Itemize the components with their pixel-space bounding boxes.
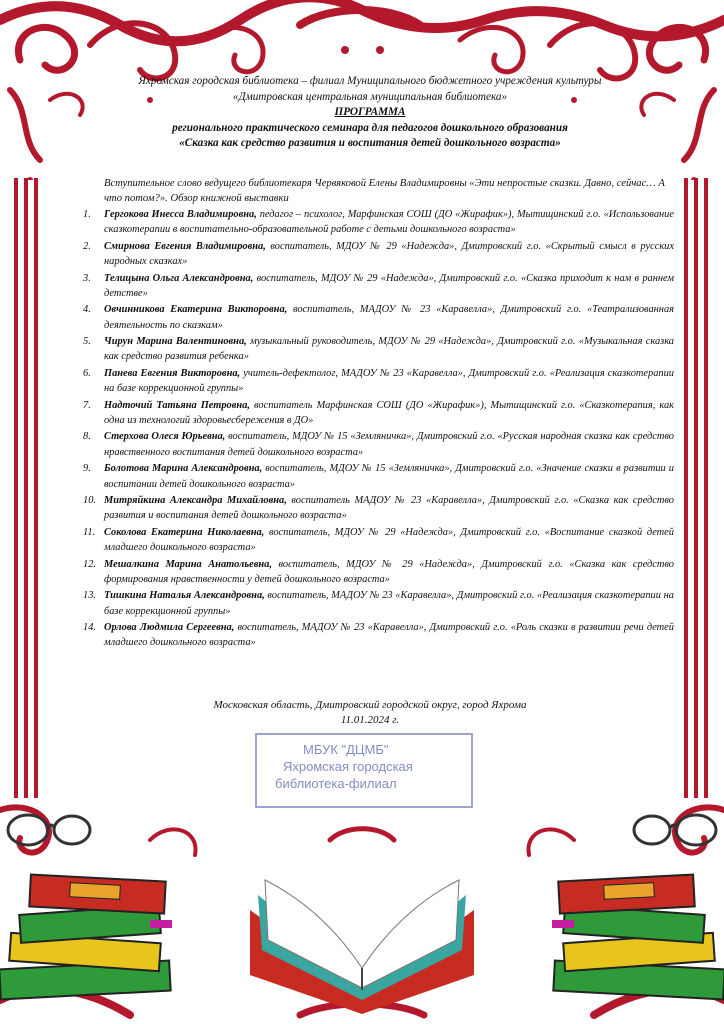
- speaker-name: Болотова Марина Александровна,: [104, 463, 263, 475]
- library-name: Яхромская городская библиотека – филиал Муниципального бюджетного учреждения культуры: [138, 75, 602, 87]
- footer: [90, 698, 650, 728]
- speaker-details: воспитатель, МАДОУ № 23 «Каравелла», Дмитровский г.о. «Роль сказки в развитии речи детей младшего дошкольного возраста»: [104, 622, 674, 649]
- speaker-name: Овчинникова Екатерина Викторовна,: [104, 304, 288, 316]
- speaker-details: воспитатель Марфинская СОШ (ДО «Жирафик»), Мытищинский г.о. «Сказкотерапия, как одна из технологий здоровьесбережения в ДО»: [104, 399, 674, 426]
- speaker-details: учитель-дефектолог, МАДОУ № 23 «Каравелла», Дмитровский г.о. «Реализация сказкотерапии на базе коррекционной группы»: [104, 367, 674, 395]
- item-number: 5.: [83, 336, 91, 348]
- speaker-name: Чирун Марина Валентиновна,: [104, 336, 247, 348]
- item-number: 1.: [83, 209, 91, 220]
- speaker-details: педагог – психолог, Марфинская СОШ (ДО «Жирафик»), Мытищинский г.о. «Использование сказкотерапии в воспитательно-образовательной работе с детьми дошкольного возраста»: [104, 209, 674, 236]
- item-number: 12.: [83, 558, 96, 570]
- speaker-details: воспитатель, МДОУ № 29 «Надежда», Дмитровский г.о. «Сказка как средство формирования нравственности у детей дошкольного возраста»: [104, 558, 674, 585]
- item-number: 13.: [83, 590, 96, 602]
- speaker-details: воспитатель МАДОУ № 23 «Каравелла», Дмитровский г.о. «Сказка как средство развития и воспитания детей дошкольного возраста»: [104, 495, 674, 522]
- list-item: [83, 398, 674, 429]
- speaker-name: Гергокова Инесса Владимировна,: [104, 209, 257, 220]
- speaker-details: воспитатель, МДОУ № 15 «Земляничка», Дмитровский г.о. «Русская народная сказка как средство нравственного воспитания детей дошкольного возраста»: [104, 431, 674, 458]
- speaker-details: воспитатель, МДОУ № 15 «Земляничка», Дмитровский г.о. «Значение сказки в развитии и воспитании детей дошкольного возраста»: [104, 463, 675, 490]
- seminar-description: регионального практического семинара для педагогов дошкольного образования: [172, 121, 568, 134]
- list-item: [83, 588, 674, 619]
- speaker-name: Тишкина Наталья Александровна,: [104, 590, 265, 602]
- speaker-details: воспитатель, МДОУ № 29 «Надежда», Дмитровский г.о. «Сказка приходит к нам в раннем детстве»: [104, 272, 674, 299]
- item-number: 6.: [83, 367, 91, 379]
- speaker-name: Орлова Людмила Сергеевна,: [104, 622, 235, 634]
- list-item: [83, 461, 674, 492]
- speaker-name: Телицына Ольга Александровна,: [104, 272, 254, 284]
- left-stripes: [12, 178, 42, 798]
- speaker-name: Митряйкина Александра Михайловна,: [104, 495, 287, 507]
- item-number: 10.: [83, 495, 96, 507]
- list-item: [83, 207, 674, 238]
- item-number: 11.: [83, 526, 96, 538]
- stamp-line-2: Яхромская городская: [283, 759, 413, 774]
- library-stamp: [255, 733, 473, 808]
- speaker-name: Панева Евгения Викторовна,: [104, 367, 241, 379]
- stamp-line-1: МБУК "ДЦМБ": [303, 742, 389, 757]
- speaker-name: Мешалкина Марина Анатольевна,: [104, 558, 272, 570]
- location: Московская область, Дмитровский городской округ, город Яхрома: [213, 699, 527, 711]
- list-item: [83, 271, 674, 302]
- speaker-name: Стерхова Олеся Юрьевна,: [104, 431, 226, 443]
- list-item: [83, 620, 674, 651]
- item-number: 2.: [83, 240, 91, 252]
- speaker-details: воспитатель, МДОУ № 29 «Надежда», Дмитровский г.о. «Воспитание сказкой детей младшего дошкольного возраста»: [104, 526, 674, 554]
- list-item: [83, 493, 674, 524]
- item-number: 8.: [83, 431, 91, 443]
- speaker-details: воспитатель, МДОУ № 29 «Надежда», Дмитровский г.о. «Скрытый смысл в русских народных сказках»: [104, 240, 674, 268]
- program-title: ПРОГРАММА: [334, 106, 406, 118]
- header: [90, 74, 650, 152]
- stamp-line-3: библиотека-филиал: [275, 776, 397, 791]
- list-item: [83, 302, 674, 333]
- open-book-icon: [250, 880, 474, 1014]
- speakers-list: [83, 207, 674, 652]
- item-number: 4.: [83, 304, 91, 316]
- list-item: [83, 366, 674, 397]
- speaker-details: воспитатель, МАДОУ № 23 «Каравелла», Дмитровский г.о. «Театрализованная деятельность по сказкам»: [104, 304, 674, 331]
- speaker-name: Соколова Екатерина Николаевна,: [104, 526, 265, 538]
- parent-institution: «Дмитровская центральная муниципальная библиотека»: [232, 90, 508, 103]
- list-item: [83, 239, 674, 270]
- book-stack-icon: [0, 875, 172, 1000]
- bottom-illustration: [0, 800, 724, 1024]
- right-stripes: [682, 178, 712, 798]
- speaker-name: Надточий Татьяна Петровна,: [104, 399, 250, 411]
- list-item: [83, 525, 674, 556]
- item-number: 9.: [83, 463, 91, 475]
- seminar-name: «Сказка как средство развития и воспитания детей дошкольного возраста»: [179, 137, 561, 149]
- speaker-details: музыкальный руководитель, МДОУ № 29 «Надежда», Дмитровский г.о. «Музыкальная сказка как средство развития ребенка»: [104, 336, 675, 363]
- item-number: 3.: [83, 272, 91, 284]
- speaker-details: воспитатель, МАДОУ № 23 «Каравелла», Дмитровский г.о. «Реализация сказкотерапии на базе коррекционной группы»: [104, 590, 674, 617]
- intro-paragraph: Вступительное слово ведущего библиотекаря Червяковой Елены Владимировны «Эти непростые сказки. Давно, сейчас… А что потом?». Обзор книжной выставки: [104, 178, 665, 205]
- item-number: 14.: [83, 622, 96, 634]
- item-number: 7.: [83, 399, 91, 411]
- date: 11.01.2024 г.: [340, 714, 400, 726]
- speaker-name: Смирнова Евгения Владимировна,: [104, 240, 266, 252]
- list-item: [83, 557, 674, 588]
- list-item: [83, 334, 674, 365]
- list-item: [83, 429, 674, 460]
